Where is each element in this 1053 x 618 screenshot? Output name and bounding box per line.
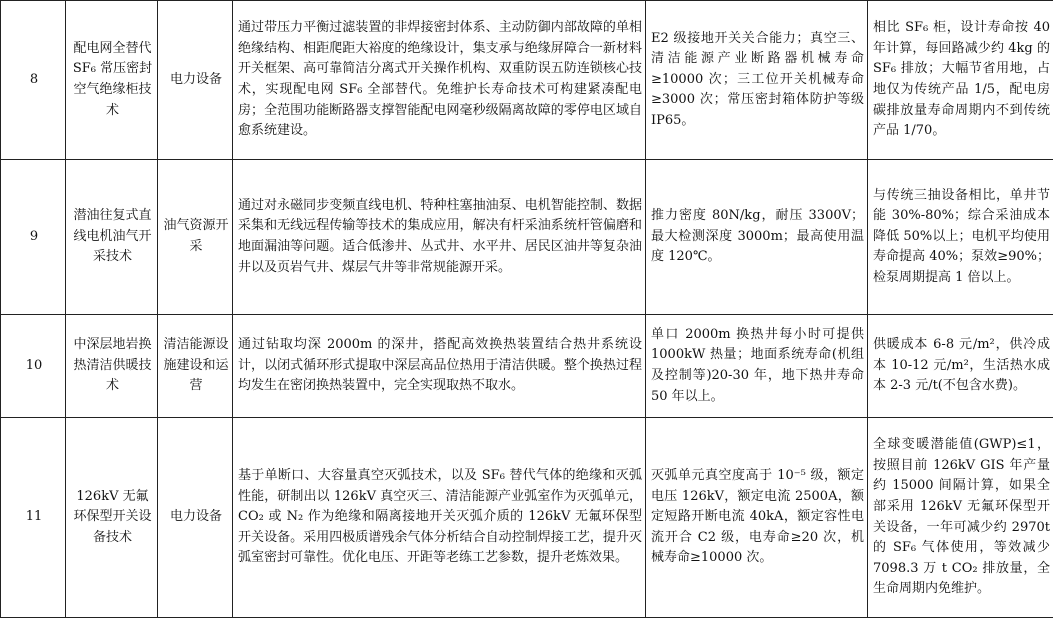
technology-name: 潜油往复式直线电机油气开采技术	[66, 160, 158, 315]
benefit-description: 相比 SF₆ 柜，设计寿命按 40 年计算，每回路减少约 4kg 的 SF₆ 排放；大幅节省用地，占地仅为传统产品 1/5，配电房碳排放量寿命周期内不到传统产品 1/70。	[868, 1, 1053, 160]
technology-name: 配电网全替代 SF₆ 常压密封空气绝缘柜技术	[66, 1, 158, 160]
key-parameters: 推力密度 80N/kg，耐压 3300V；最大检测深度 3000m；最高使用温度 120℃。	[646, 160, 868, 315]
row-number: 8	[1, 1, 66, 160]
technology-description: 通过带压力平衡过滤装置的非焊接密封体系、主动防御内部故障的单相绝缘结构、相距爬距大裕度的绝缘设计，集支承与绝缘屏障合一新材料开关框架、高可靠简洁分离式开关操作机构、双重防误五防连锁核心技术，实现配电网 SF₆ 全部替代。免维护长寿命技术可构建紧凑配电房；全范围功能断路器支撑智能配电网毫秒级隔离故障的零停电区域自愈系统建设。	[233, 1, 646, 160]
application-field: 电力设备	[158, 418, 233, 618]
technology-description: 基于单断口、大容量真空灭弧技术，以及 SF₆ 替代气体的绝缘和灭弧性能，研制出以 126kV 真空灭三、清洁能源产业弧室作为灭弧单元，CO₂ 或 N₂ 作为绝缘和隔离接地开关灭弧介质的 126kV 无氟环保型开关设备。采用四极质谱残余气体分析结合自动控制焊接工艺，提升灭弧室密封可靠性。优化电压、开距等老练工艺参数，提升老炼效果。	[233, 418, 646, 618]
benefit-description: 全球变暖潜能值(GWP)≤1，按照目前 126kV GIS 年产量约 15000 间隔计算，如果全部采用 126kV 无氟环保型开关设备，一年可减少约 2970t 的 SF₆ 气体使用，等效减少 7098.3 万 t CO₂ 排放量，全生命周期内免维护。	[868, 418, 1053, 618]
benefit-description: 与传统三抽设备相比，单井节能 30%-80%；综合采油成本降低 50%以上；电机平均使用寿命提高 40%；泵效≥90%；检泵周期提高 1 倍以上。	[868, 160, 1053, 315]
key-parameters: E2 级接地开关关合能力；真空三、清洁能源产业断路器机械寿命≥10000 次；三工位开关机械寿命≥3000 次；常压密封箱体防护等级 IP65。	[646, 1, 868, 160]
row-number: 11	[1, 418, 66, 618]
application-field: 油气资源开采	[158, 160, 233, 315]
application-field: 清洁能源设施建设和运营	[158, 315, 233, 418]
application-field: 电力设备	[158, 1, 233, 160]
benefit-description: 供暖成本 6-8 元/m²，供冷成本 10-12 元/m²，生活热水成本 2-3 元/t(不包含水费)。	[868, 315, 1053, 418]
row-number: 9	[1, 160, 66, 315]
table-row	[1, 160, 1053, 315]
table-row	[1, 315, 1053, 418]
key-parameters: 灭弧单元真空度高于 10⁻⁵ 级，额定电压 126kV，额定电流 2500A，额定短路开断电流 40kA，额定容性电流开合 C2 级，电寿命≥20 次，机械寿命≥10000 次。	[646, 418, 868, 618]
technology-name: 126kV 无氟环保型开关设备技术	[66, 418, 158, 618]
key-parameters: 单口 2000m 换热井每小时可提供 1000kW 热量；地面系统寿命(机组及控制等)20-30 年，地下热井寿命 50 年以上。	[646, 315, 868, 418]
technology-description: 通过对永磁同步变频直线电机、特种柱塞抽油泵、电机智能控制、数据采集和无线远程传输等技术的集成应用，解决有杆采油系统杆管偏磨和地面漏油等问题。适合低渗井、丛式井、水平井、居民区油井等复杂油井以及页岩气井、煤层气井等非常规能源开采。	[233, 160, 646, 315]
row-number: 10	[1, 315, 66, 418]
table-row	[1, 1, 1053, 160]
technology-name: 中深层地岩换热清洁供暖技术	[66, 315, 158, 418]
table-row	[1, 418, 1053, 618]
technology-description: 通过钻取均深 2000m 的深井，搭配高效换热装置结合热井系统设计，以闭式循环形式提取中深层高品位热用于清洁供暖。整个换热过程均发生在密闭换热装置中，完全实现取热不取水。	[233, 315, 646, 418]
